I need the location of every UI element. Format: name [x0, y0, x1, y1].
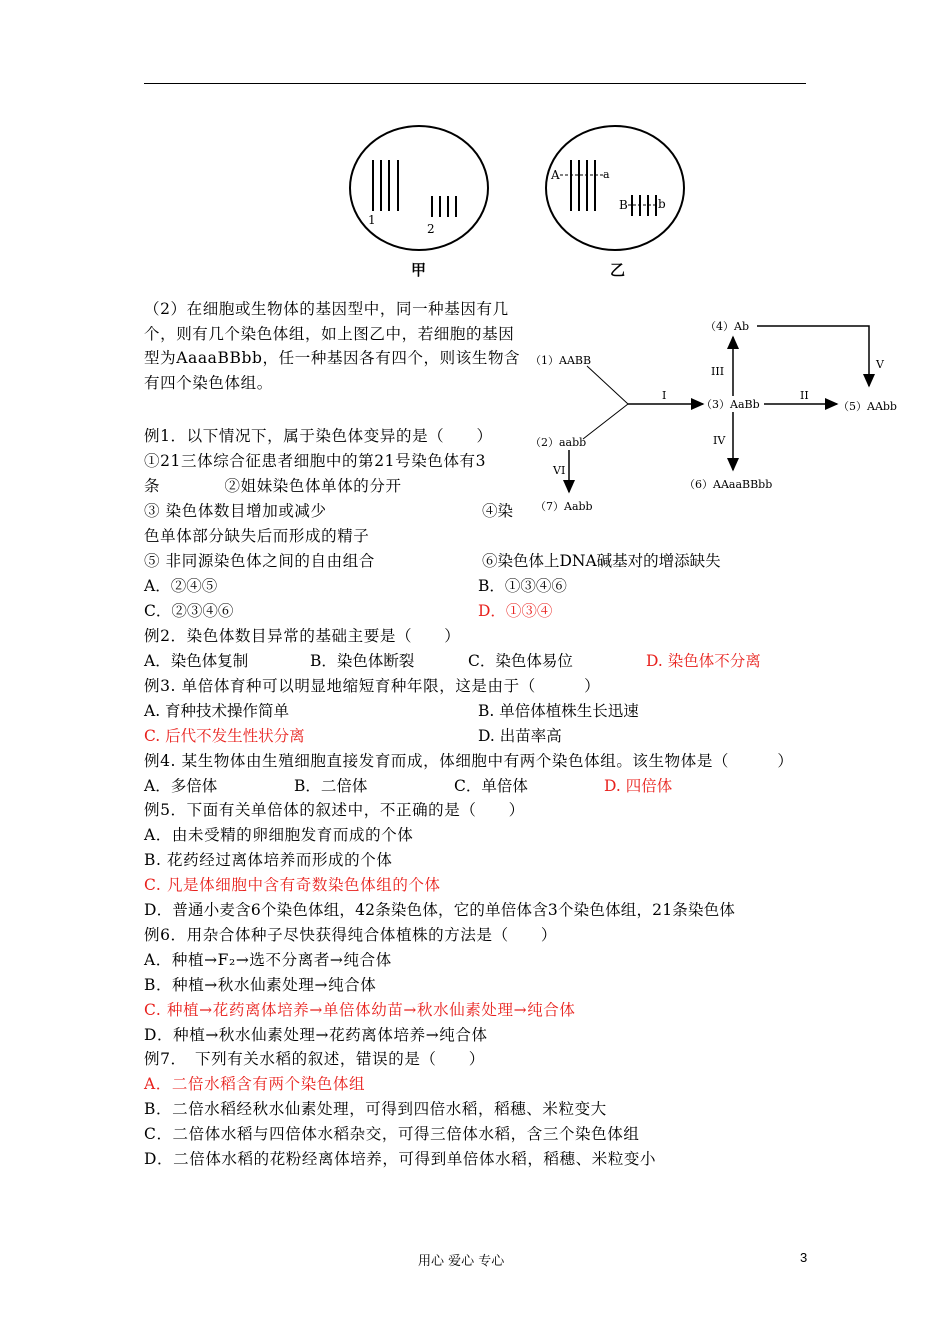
q5-option-d: D．普通小麦含6个染色体组，42条染色体，它的单倍体含3个染色体组，21条染色体 [144, 901, 736, 919]
q4-stem: 例4. 某生物体由生殖细胞直接发育而成，体细胞中有两个染色体组。该生物体是（ ） [144, 752, 794, 770]
q6-stem: 例6．用杂合体种子尽快获得纯合体植株的方法是（ ） [144, 926, 557, 944]
q3-option-c-answer: C. 后代不发生性状分离 [144, 727, 305, 745]
q5-option-b: B. 花药经过离体培养而形成的个体 [144, 851, 393, 869]
q1-statement-3: ③ 染色体数目增加或减少 [144, 502, 327, 520]
cell-jia [350, 126, 488, 250]
q3-option-a: A. 育种技术操作简单 [144, 702, 290, 720]
q4-option-c: C．单倍体 [454, 777, 528, 795]
q4-option-d-answer: D. 四倍体 [604, 777, 673, 795]
q4-option-a: A．多倍体 [144, 777, 218, 795]
step-I: I [662, 389, 667, 402]
step-II: II [800, 389, 809, 402]
cell-jia-label-1: 1 [368, 213, 376, 227]
footer-motto: 用心 爱心 专心 [418, 1254, 505, 1269]
page-number: 3 [800, 1250, 808, 1265]
label-yi: 乙 [610, 261, 626, 279]
q5-stem: 例5．下面有关单倍体的叙述中，不正确的是（ ） [144, 801, 525, 819]
header-rule [144, 83, 806, 84]
q6-option-b: B．种植→秋水仙素处理→纯合体 [144, 976, 377, 994]
q2-option-c: C．染色体易位 [468, 652, 573, 670]
cell-yi-gene-A: A [551, 168, 560, 182]
q1-option-a: A．②④⑤ [144, 577, 218, 595]
q1-statement-1a: ①21三体综合征患者细胞中的第21号染色体有3 [144, 452, 487, 470]
step-III: III [711, 365, 725, 378]
q5-option-c-answer: C. 凡是体细胞中含有奇数染色体组的个体 [144, 876, 441, 894]
node-5: （5）AAbb [838, 400, 897, 413]
q2-option-a: A．染色体复制 [144, 652, 249, 670]
q7-option-b: B．二倍水稻经秋水仙素处理，可得到四倍水稻，稻穗、米粒变大 [144, 1100, 607, 1118]
q2-option-b: B．染色体断裂 [310, 652, 415, 670]
q3-option-b: B. 单倍体植株生长迅速 [478, 702, 639, 720]
node-7: （7）Aabb [535, 500, 593, 513]
q6-option-c-answer: C. 种植→花药离体培养→单倍体幼苗→秋水仙素处理→纯合体 [144, 1001, 576, 1019]
q1-statement-4b: 色单体部分缺失后而形成的精子 [144, 527, 370, 545]
step-IV: IV [713, 434, 726, 447]
q3-option-d: D. 出苗率高 [478, 727, 562, 745]
cell-jia-label-2: 2 [427, 222, 435, 236]
q4-option-b: B．二倍体 [294, 777, 368, 795]
node-4: （4）Ab [705, 320, 749, 333]
q2-stem: 例2．染色体数目异常的基础主要是（ ） [144, 627, 461, 645]
q1-option-d-answer: D．①③④ [478, 602, 553, 620]
cell-yi-gene-a: a [603, 168, 610, 181]
q1-stem: 例1．以下情况下，属于染色体变异的是（ ） [144, 427, 493, 445]
paragraph-2: （2）在细胞或生物体的基因型中，同一种基因有几个，则有几个染色体组，如上图乙中，若细胞的基因型为AaaaBBbb，任一种基因各有四个，则该生物含有四个染色体组。 [144, 300, 521, 392]
q1-option-c: C．②③④⑥ [144, 602, 234, 620]
q1-option-b: B．①③④⑥ [478, 577, 567, 595]
q7-option-d: D．二倍体水稻的花粉经离体培养，可得到单倍体水稻，稻穗、米粒变小 [144, 1150, 657, 1168]
q1-statement-5: ⑤ 非同源染色体之间的自由组合 [144, 552, 375, 570]
node-3: （3）AaBb [701, 398, 760, 411]
cell-yi-gene-B: B [619, 198, 628, 212]
node-1: （1）AABB [530, 354, 592, 367]
q7-option-a-answer: A．二倍水稻含有两个染色体组 [144, 1075, 366, 1093]
step-V: V [876, 358, 884, 371]
cell-yi [546, 126, 684, 250]
q1-statement-1b: 条 ②姐妹染色体单体的分开 [144, 477, 402, 495]
node-2: （2）aabb [530, 436, 587, 449]
step-VI: VI [553, 464, 566, 477]
q6-option-a: A．种植→F₂→选不分离者→纯合体 [144, 951, 392, 969]
q2-option-d-answer: D. 染色体不分离 [646, 652, 761, 670]
q3-stem: 例3. 单倍体育种可以明显地缩短育种年限，这是由于（ ） [144, 677, 601, 695]
q7-option-c: C．二倍体水稻与四倍体水稻杂交，可得三倍体水稻，含三个染色体组 [144, 1125, 640, 1143]
q5-option-a: A．由未受精的卵细胞发育而成的个体 [144, 826, 414, 844]
cell-yi-gene-b: b [658, 197, 666, 211]
q7-stem: 例7． 下列有关水稻的叙述，错误的是（ ） [144, 1050, 485, 1068]
label-jia: 甲 [411, 261, 427, 279]
q1-statement-6: ⑥染色体上DNA碱基对的增添缺失 [482, 552, 721, 570]
chromosome-cells-figure [330, 120, 690, 285]
q1-statement-4a: ④染 [482, 502, 514, 520]
q6-option-d: D．种植→秋水仙素处理→花药离体培养→纯合体 [144, 1026, 488, 1044]
node-6: （6）AAaaBBbb [684, 478, 773, 491]
